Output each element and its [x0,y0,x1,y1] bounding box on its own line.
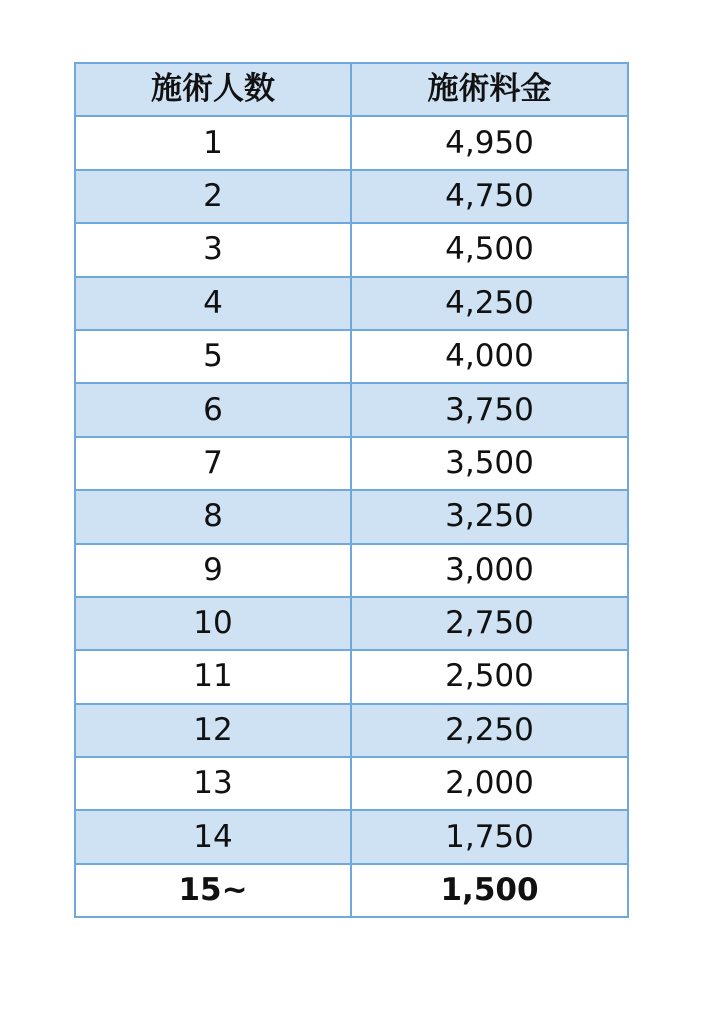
fee-cell: 3,500 [351,437,628,490]
people-count-cell: 4 [75,277,351,330]
people-count-cell: 2 [75,170,351,223]
table-row [75,490,628,543]
table-row [75,650,628,703]
table-row [75,170,628,223]
people-count-cell: 13 [75,757,351,810]
fee-cell: 2,250 [351,704,628,757]
fee-cell: 4,000 [351,330,628,383]
header-people-count: 施術人数 [75,63,351,116]
fee-cell: 4,250 [351,277,628,330]
table-row [75,757,628,810]
table-row [75,810,628,863]
fee-cell: 3,750 [351,383,628,436]
table-row [75,597,628,650]
people-count-cell: 6 [75,383,351,436]
people-count-cell: 1 [75,116,351,169]
fee-cell: 4,950 [351,116,628,169]
people-count-cell: 7 [75,437,351,490]
people-count-cell: 14 [75,810,351,863]
people-count-cell: 3 [75,223,351,276]
fee-cell: 4,500 [351,223,628,276]
table-row-final [75,864,628,917]
table-body [75,116,628,917]
table-row [75,383,628,436]
table-row [75,704,628,757]
table-row [75,277,628,330]
people-count-cell: 12 [75,704,351,757]
fee-cell: 3,000 [351,544,628,597]
header-treatment-fee: 施術料金 [351,63,628,116]
table-row [75,544,628,597]
people-count-cell: 5 [75,330,351,383]
price-table [74,62,629,918]
table-row [75,223,628,276]
fee-cell: 2,000 [351,757,628,810]
people-count-cell: 11 [75,650,351,703]
table-row [75,330,628,383]
people-count-cell: 10 [75,597,351,650]
table-row [75,437,628,490]
people-count-cell: 9 [75,544,351,597]
people-count-cell: 8 [75,490,351,543]
fee-cell: 2,500 [351,650,628,703]
table-header-row [75,63,628,116]
table-row [75,116,628,169]
fee-cell: 1,500 [351,864,628,917]
fee-cell: 1,750 [351,810,628,863]
people-count-cell: 15~ [75,864,351,917]
fee-cell: 3,250 [351,490,628,543]
fee-cell: 4,750 [351,170,628,223]
fee-cell: 2,750 [351,597,628,650]
